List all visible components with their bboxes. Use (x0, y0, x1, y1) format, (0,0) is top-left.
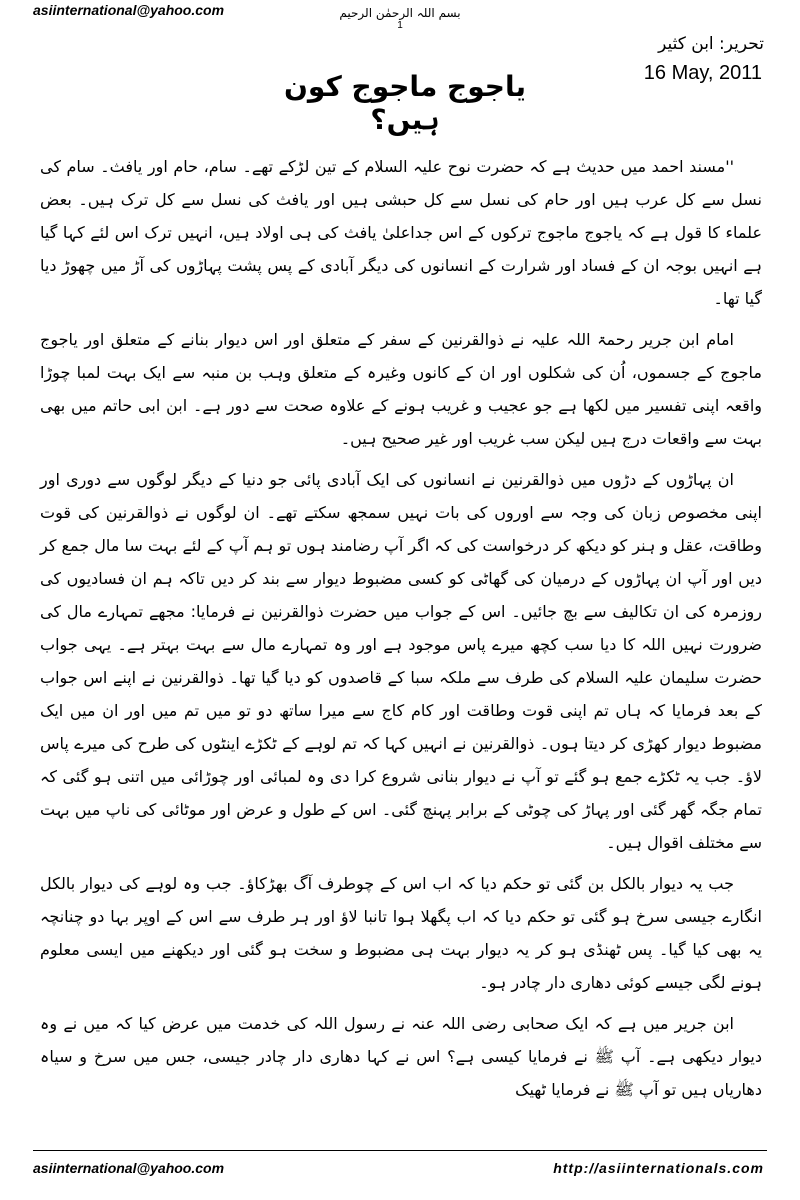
author-line: تحریر: ابن کثیر (658, 34, 764, 54)
article-title: یاجوج ماجوج کون ہیں؟ (284, 70, 526, 136)
footer-divider (33, 1150, 767, 1151)
paragraph: ان پہاڑوں کے دڑوں میں ذوالقرنین نے انسانوں کی ایک آبادی پائی جو دنیا کے دیگر لوگوں سے دوری اور اپنی مخصوص زبان کی وجہ سے اوروں کی بات نہیں سمجھ سکتے تھے۔ ان لوگوں نے ذوالقرنین کی قوت وطاقت، عقل و ہنر کو دیکھ کر درخواست کی کہ اگر آپ رضامند ہوں تو ہم آپ کے لئے بہت سا مال جمع کر دیں اور آپ ان پہاڑوں کے درمیان کی گھاٹی کو کسی مضبوط دیوار سے بند کر دیں تاکہ ہم ان فسادیوں کی روزمرہ کی ان تکالیف سے بچ جائیں۔ اس کے جواب میں حضرت ذوالقرنین نے فرمایا: مجھے تمہارے مال کی ضرورت نہیں اللہ کا دیا سب کچھ میرے پاس موجود ہے اور وہ تمہارے مال سے بہت بہتر ہے۔ یہی جواب حضرت سلیمان علیہ السلام کی طرف سے ملکہ سبا کے قاصدوں کو دیا گیا تھا۔ ذوالقرنین نے اپنے اس جواب کے بعد فرمایا کہ ہاں تم اپنی قوت وطاقت اور کام کاج سے میرا ساتھ دو تو میں تم میں اور ان میں ایک مضبوط دیوار کھڑی کر دیتا ہوں۔ ذوالقرنین نے انہیں کہا کہ تم لوہے کے ٹکڑے اینٹوں کی طرح کی میرے پاس لاؤ۔ جب یہ ٹکڑے جمع ہو گئے تو آپ نے دیوار بنانی شروع کرا دی وہ لمبائی اور چوڑائی میں اتنی ہو گئی کہ تمام جگہ گھر گئی اور پہاڑ کی چوٹی کے برابر پہنچ گئی۔ اس کے طول و عرض اور موٹائی کی ناپ میں بہت سے مختلف اقوال ہیں۔ (40, 470, 763, 852)
paragraph: ''مسند احمد میں حدیث ہے کہ حضرت نوح علیہ السلام کے تین لڑکے تھے۔ سام، حام اور یافث۔ سام کی نسل سے کل عرب ہیں اور حام کی نسل سے کل حبشی ہیں اور یافث کی نسل سے کل ترک ہیں۔ بعض علماء کا قول ہے کہ یاجوج ماجوج ترکوں کے اس جداعلیٰ یافث کی ہی اولاد ہیں، انہیں ترک اس لئے کہا گیا ہے انہیں بوجہ ان کے فساد اور شرارت کے انسانوں کی دیگر آبادی کے پس پشت پہاڑوں کی آڑ میں چھوڑ دیا گیا تھا۔ (40, 157, 762, 308)
footer-website-link[interactable]: http://asiinternationals.com (553, 1160, 764, 1176)
footer-email: asiinternational@yahoo.com (33, 1160, 225, 1176)
paragraph: امام ابن جریر رحمۃ اللہ علیہ نے ذوالقرنین کے سفر کے متعلق اور اس دیوار بنانے کے متعلق اور یاجوج ماجوج کے جسموں، اُن کی شکلوں اور ان کے کانوں وغیرہ کے متعلق وہب بن منبہ سے ایک بہت لمبا چوڑا واقعہ اپنی تفسیر میں لکھا ہے جو عجیب و غریب ہونے کے علاوہ صحت سے دور ہے۔ ابن ابی حاتم میں بھی بہت سے واقعات درج ہیں لیکن سب غریب اور غیر صحیح ہیں۔ (40, 330, 762, 448)
page-number: 1 (397, 20, 403, 31)
header-email: asiinternational@yahoo.com (33, 2, 225, 18)
publish-date: 16 May, 2011 (643, 62, 762, 84)
paragraph: جب یہ دیوار بالکل بن گئی تو حکم دیا کہ اب اس کے چوطرف آگ بھڑکاؤ۔ جب وہ لوہے کی دیوار بالکل انگارے جیسی سرخ ہو گئی تو حکم دیا کہ اب پگھلا ہوا تانبا لاؤ اور ہر طرف سے اس کے اوپر بہا دو چنانچہ یہ بھی کیا گیا۔ پس ٹھنڈی ہو کر یہ دیوار بہت ہی مضبوط و سخت ہو گئی اور دیکھنے میں ایسی معلوم ہونے لگی جیسے کوئی دھاری دار چادر ہو۔ (40, 874, 762, 992)
paragraph: ابن جریر میں ہے کہ ایک صحابی رضی اللہ عنہ نے رسول اللہ کی خدمت میں عرض کیا کہ میں نے وہ دیوار دیکھی ہے۔ آپ ﷺ نے فرمایا کیسی ہے؟ اس نے کہا دھاری دار چادر جیسی، جس میں سرخ و سیاہ دھاریاں ہیں تو آپ ﷺ نے فرمایا ٹھیک (40, 1014, 762, 1099)
basmala: بسم اللہ الرحمٰن الرحیم (339, 6, 461, 20)
article-body (40, 150, 762, 1114)
